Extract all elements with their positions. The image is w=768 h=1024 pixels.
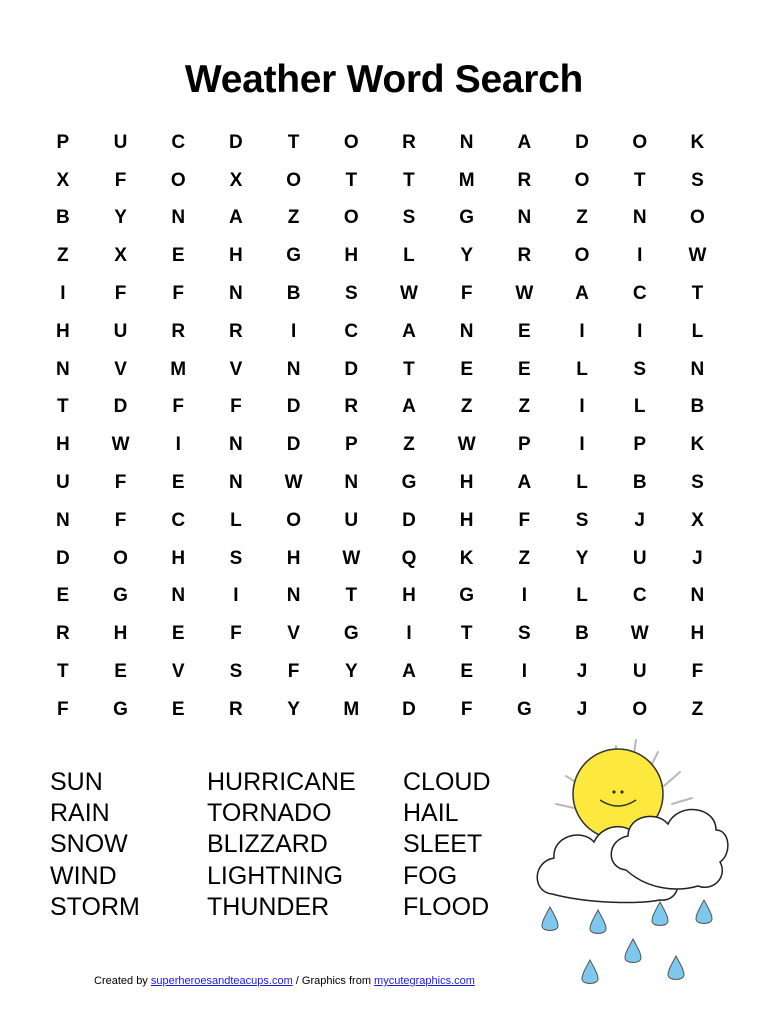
grid-letter: K: [690, 434, 705, 456]
grid-letter: J: [692, 547, 703, 569]
grid-letter: T: [345, 585, 358, 607]
grid-letter: N: [459, 131, 474, 153]
grid-letter: Z: [576, 207, 588, 229]
grid-letter: D: [113, 396, 128, 418]
grid-letter: I: [637, 320, 643, 342]
word-list-item: BLIZZARD: [207, 830, 328, 859]
grid-letter: N: [171, 207, 186, 229]
grid-letter: A: [517, 472, 532, 494]
grid-letter: D: [344, 358, 359, 380]
grid-letter: R: [229, 698, 243, 720]
grid-letter: N: [459, 320, 474, 342]
grid-letter: R: [171, 320, 186, 342]
grid-letter: W: [284, 472, 303, 494]
grid-letter: C: [344, 320, 359, 342]
grid-letter: X: [56, 169, 70, 191]
grid-letter: D: [402, 509, 416, 531]
grid-letter: D: [575, 131, 589, 153]
grid-letter: Y: [287, 698, 300, 720]
grid-letter: N: [55, 509, 70, 531]
grid-letter: H: [402, 585, 416, 607]
cloud-icon: [537, 810, 728, 903]
grid-letter: L: [633, 396, 646, 418]
word-list-item: RAIN: [50, 799, 110, 828]
grid-letter: O: [113, 547, 128, 569]
grid-letter: D: [286, 434, 301, 456]
grid-letter: G: [459, 585, 475, 607]
grid-letter: N: [171, 585, 186, 607]
grid-letter: F: [230, 623, 242, 645]
grid-letter: H: [459, 509, 474, 531]
word-list-item: TORNADO: [207, 799, 332, 828]
grid-letter: M: [343, 698, 360, 720]
word-list-item: FOG: [403, 861, 458, 890]
word-list-item: WIND: [50, 861, 117, 890]
word-list-item: CLOUD: [403, 768, 491, 796]
grid-letter: S: [691, 169, 704, 191]
grid-letter: U: [55, 472, 70, 494]
grid-letter: Q: [401, 547, 417, 569]
grid-letter: M: [458, 169, 475, 191]
grid-letter: W: [688, 245, 707, 267]
grid-letter: H: [171, 547, 186, 569]
grid-letter: A: [575, 283, 589, 305]
grid-letter: Z: [460, 396, 473, 418]
grid-letter: X: [229, 169, 243, 191]
grid-letter: N: [632, 207, 647, 229]
grid-letter: R: [402, 131, 416, 153]
grid-letter: T: [287, 131, 300, 153]
grid-letter: V: [114, 358, 127, 380]
grid-letter: T: [403, 358, 415, 380]
grid-letter: G: [401, 472, 417, 494]
grid-letter: O: [574, 245, 590, 267]
grid-letter: R: [517, 245, 532, 267]
footer-link-superheroes[interactable]: superheroesandteacups.com: [150, 975, 293, 987]
grid-letter: E: [171, 698, 185, 720]
footer-link-mycutegraphics[interactable]: mycutegraphics.com: [374, 975, 475, 987]
grid-letter: T: [57, 661, 69, 683]
grid-letter: A: [402, 396, 416, 418]
grid-letter: N: [344, 472, 359, 494]
grid-letter: T: [460, 623, 473, 645]
grid-letter: V: [229, 358, 243, 380]
word-list-item: SLEET: [403, 830, 483, 859]
grid-letter: W: [400, 283, 418, 305]
grid-letter: O: [632, 131, 648, 153]
grid-letter: J: [576, 661, 588, 683]
grid-letter: J: [576, 698, 588, 720]
grid-letter: U: [632, 661, 647, 683]
grid-letter: P: [518, 434, 531, 456]
grid-letter: N: [229, 472, 243, 494]
grid-letter: F: [114, 509, 127, 531]
grid-letter: A: [517, 131, 532, 153]
grid-letter: Z: [57, 245, 69, 267]
grid-letter: H: [286, 547, 301, 569]
grid-letter: E: [518, 320, 531, 342]
word-list-column-2: [207, 767, 356, 923]
grid-letter: A: [402, 661, 416, 683]
grid-letter: V: [171, 661, 185, 683]
grid-letter: I: [175, 434, 181, 456]
grid-letter: F: [230, 396, 242, 418]
grid-letter: I: [521, 661, 527, 683]
grid-letter: F: [172, 396, 185, 418]
grid-letter: L: [576, 585, 588, 607]
grid-letter: S: [402, 207, 416, 229]
grid-letter: Y: [114, 207, 127, 229]
word-list-item: SUN: [50, 768, 103, 796]
grid-letter: I: [290, 320, 297, 342]
grid-letter: A: [402, 320, 416, 342]
grid-letter: T: [57, 396, 69, 418]
grid-letter: F: [287, 661, 300, 683]
grid-letter: C: [632, 585, 647, 607]
grid-letter: M: [170, 358, 187, 380]
grid-letter: N: [517, 207, 532, 229]
word-list-item: HURRICANE: [207, 768, 356, 796]
grid-letter: E: [56, 585, 70, 607]
grid-letter: R: [517, 169, 532, 191]
grid-letter: P: [633, 434, 647, 456]
grid-letter: F: [114, 472, 127, 494]
grid-letter: I: [579, 434, 585, 456]
grid-letter: W: [457, 434, 476, 456]
grid-letter: S: [633, 358, 647, 380]
grid-letter: E: [518, 358, 531, 380]
grid-letter: W: [111, 434, 130, 456]
grid-letter: H: [113, 623, 128, 645]
grid-letter: I: [579, 396, 585, 418]
grid-letter: I: [406, 623, 412, 645]
grid-letter: O: [690, 207, 705, 229]
grid-letter: S: [691, 472, 704, 494]
grid-letter: B: [575, 623, 589, 645]
grid-letter: N: [690, 358, 705, 380]
page-title: Weather Word Search: [184, 58, 584, 101]
grid-letter: X: [114, 245, 127, 267]
grid-letter: W: [515, 283, 534, 305]
grid-letter: A: [229, 207, 243, 229]
grid-letter: U: [113, 131, 128, 153]
grid-letter: H: [344, 245, 359, 267]
word-list-column-3: [403, 767, 491, 923]
grid-letter: O: [286, 509, 301, 531]
grid-letter: D: [55, 547, 70, 569]
grid-letter: Z: [518, 547, 531, 569]
grid-letter: E: [460, 358, 473, 380]
grid-letter: S: [575, 509, 589, 531]
grid-letter: I: [233, 585, 239, 607]
grid-letter: Y: [460, 245, 473, 267]
grid-letter: R: [55, 623, 70, 645]
word-list-item: LIGHTNING: [207, 861, 344, 890]
grid-letter: N: [229, 283, 243, 305]
grid-letter: X: [691, 509, 704, 531]
grid-letter: W: [630, 623, 649, 645]
grid-letter: J: [634, 509, 645, 531]
grid-letter: F: [114, 169, 127, 191]
grid-letter: I: [521, 585, 527, 607]
grid-letter: G: [516, 698, 532, 720]
grid-letter: B: [690, 396, 705, 418]
grid-letter: D: [402, 698, 416, 720]
grid-letter: I: [60, 283, 66, 305]
grid-letter: O: [343, 131, 359, 153]
grid-letter: N: [229, 434, 243, 456]
grid-letter: B: [55, 207, 70, 229]
grid-letter: G: [343, 623, 359, 645]
grid-letter: B: [286, 283, 301, 305]
grid-letter: G: [113, 585, 128, 607]
grid-letter: H: [690, 623, 705, 645]
grid-letter: C: [632, 283, 647, 305]
grid-letter: N: [286, 585, 301, 607]
word-list-item: HAIL: [403, 799, 459, 828]
grid-letter: L: [576, 358, 588, 380]
weather-illustration: [530, 732, 730, 994]
grid-letter: O: [286, 169, 301, 191]
grid-letter: S: [344, 283, 358, 305]
grid-letter: E: [171, 623, 185, 645]
word-list-column-1: [50, 767, 140, 923]
grid-letter: H: [55, 320, 70, 342]
grid-letter: L: [403, 245, 415, 267]
footer-credits: [94, 975, 475, 987]
grid-letter: L: [691, 320, 704, 342]
grid-letter: F: [114, 283, 127, 305]
footer-graphics-from: / Graphics from: [292, 975, 375, 987]
word-search-grid: [34, 124, 726, 729]
grid-letter: P: [56, 131, 70, 153]
grid-letter: U: [632, 547, 647, 569]
grid-letter: Z: [403, 434, 415, 456]
raindrop-icon: [542, 900, 712, 984]
grid-letter: Y: [575, 547, 589, 569]
grid-letter: C: [171, 509, 186, 531]
grid-letter: G: [286, 245, 301, 267]
word-list-item: STORM: [50, 892, 140, 921]
grid-letter: S: [518, 623, 531, 645]
grid-letter: N: [55, 358, 70, 380]
grid-letter: T: [633, 169, 646, 191]
grid-letter: F: [460, 283, 473, 305]
grid-letter: O: [343, 207, 359, 229]
grid-letter: D: [286, 396, 301, 418]
grid-letter: N: [286, 358, 301, 380]
word-list-item: SNOW: [50, 830, 128, 859]
grid-letter: G: [113, 698, 128, 720]
grid-letter: Z: [691, 698, 704, 720]
grid-letter: I: [637, 245, 643, 267]
grid-letter: N: [690, 585, 705, 607]
grid-letter: V: [287, 623, 300, 645]
grid-letter: O: [632, 698, 648, 720]
grid-letter: Y: [344, 661, 358, 683]
grid-letter: O: [170, 169, 186, 191]
grid-letter: K: [690, 131, 705, 153]
grid-letter: F: [691, 661, 704, 683]
grid-letter: C: [171, 131, 186, 153]
grid-letter: F: [172, 283, 185, 305]
grid-letter: E: [171, 245, 185, 267]
grid-letter: T: [403, 169, 415, 191]
grid-letter: G: [459, 207, 475, 229]
grid-letter: P: [344, 434, 358, 456]
grid-letter: S: [229, 547, 243, 569]
grid-letter: Z: [518, 396, 531, 418]
grid-letter: U: [113, 320, 128, 342]
word-list-item: FLOOD: [403, 892, 490, 921]
grid-letter: K: [459, 547, 474, 569]
grid-letter: Z: [287, 207, 300, 229]
grid-letter: H: [55, 434, 70, 456]
grid-letter: F: [518, 509, 531, 531]
grid-letter: E: [460, 661, 473, 683]
grid-letter: T: [691, 283, 704, 305]
grid-letter: D: [229, 131, 243, 153]
grid-letter: F: [57, 698, 69, 720]
grid-letter: R: [229, 320, 243, 342]
grid-letter: T: [345, 169, 358, 191]
grid-letter: I: [579, 320, 585, 342]
grid-letter: E: [114, 661, 127, 683]
word-list-item: THUNDER: [207, 892, 330, 921]
grid-letter: H: [229, 245, 243, 267]
grid-letter: W: [342, 547, 361, 569]
grid-letter: U: [344, 509, 359, 531]
grid-letter: B: [632, 472, 647, 494]
grid-letter: S: [229, 661, 243, 683]
grid-letter: R: [344, 396, 359, 418]
grid-letter: L: [576, 472, 588, 494]
grid-letter: H: [459, 472, 474, 494]
grid-letter: E: [171, 472, 185, 494]
grid-letter: F: [460, 698, 473, 720]
footer-created-by: Created by: [94, 975, 151, 987]
grid-letter: O: [574, 169, 590, 191]
grid-letter: L: [230, 509, 242, 531]
